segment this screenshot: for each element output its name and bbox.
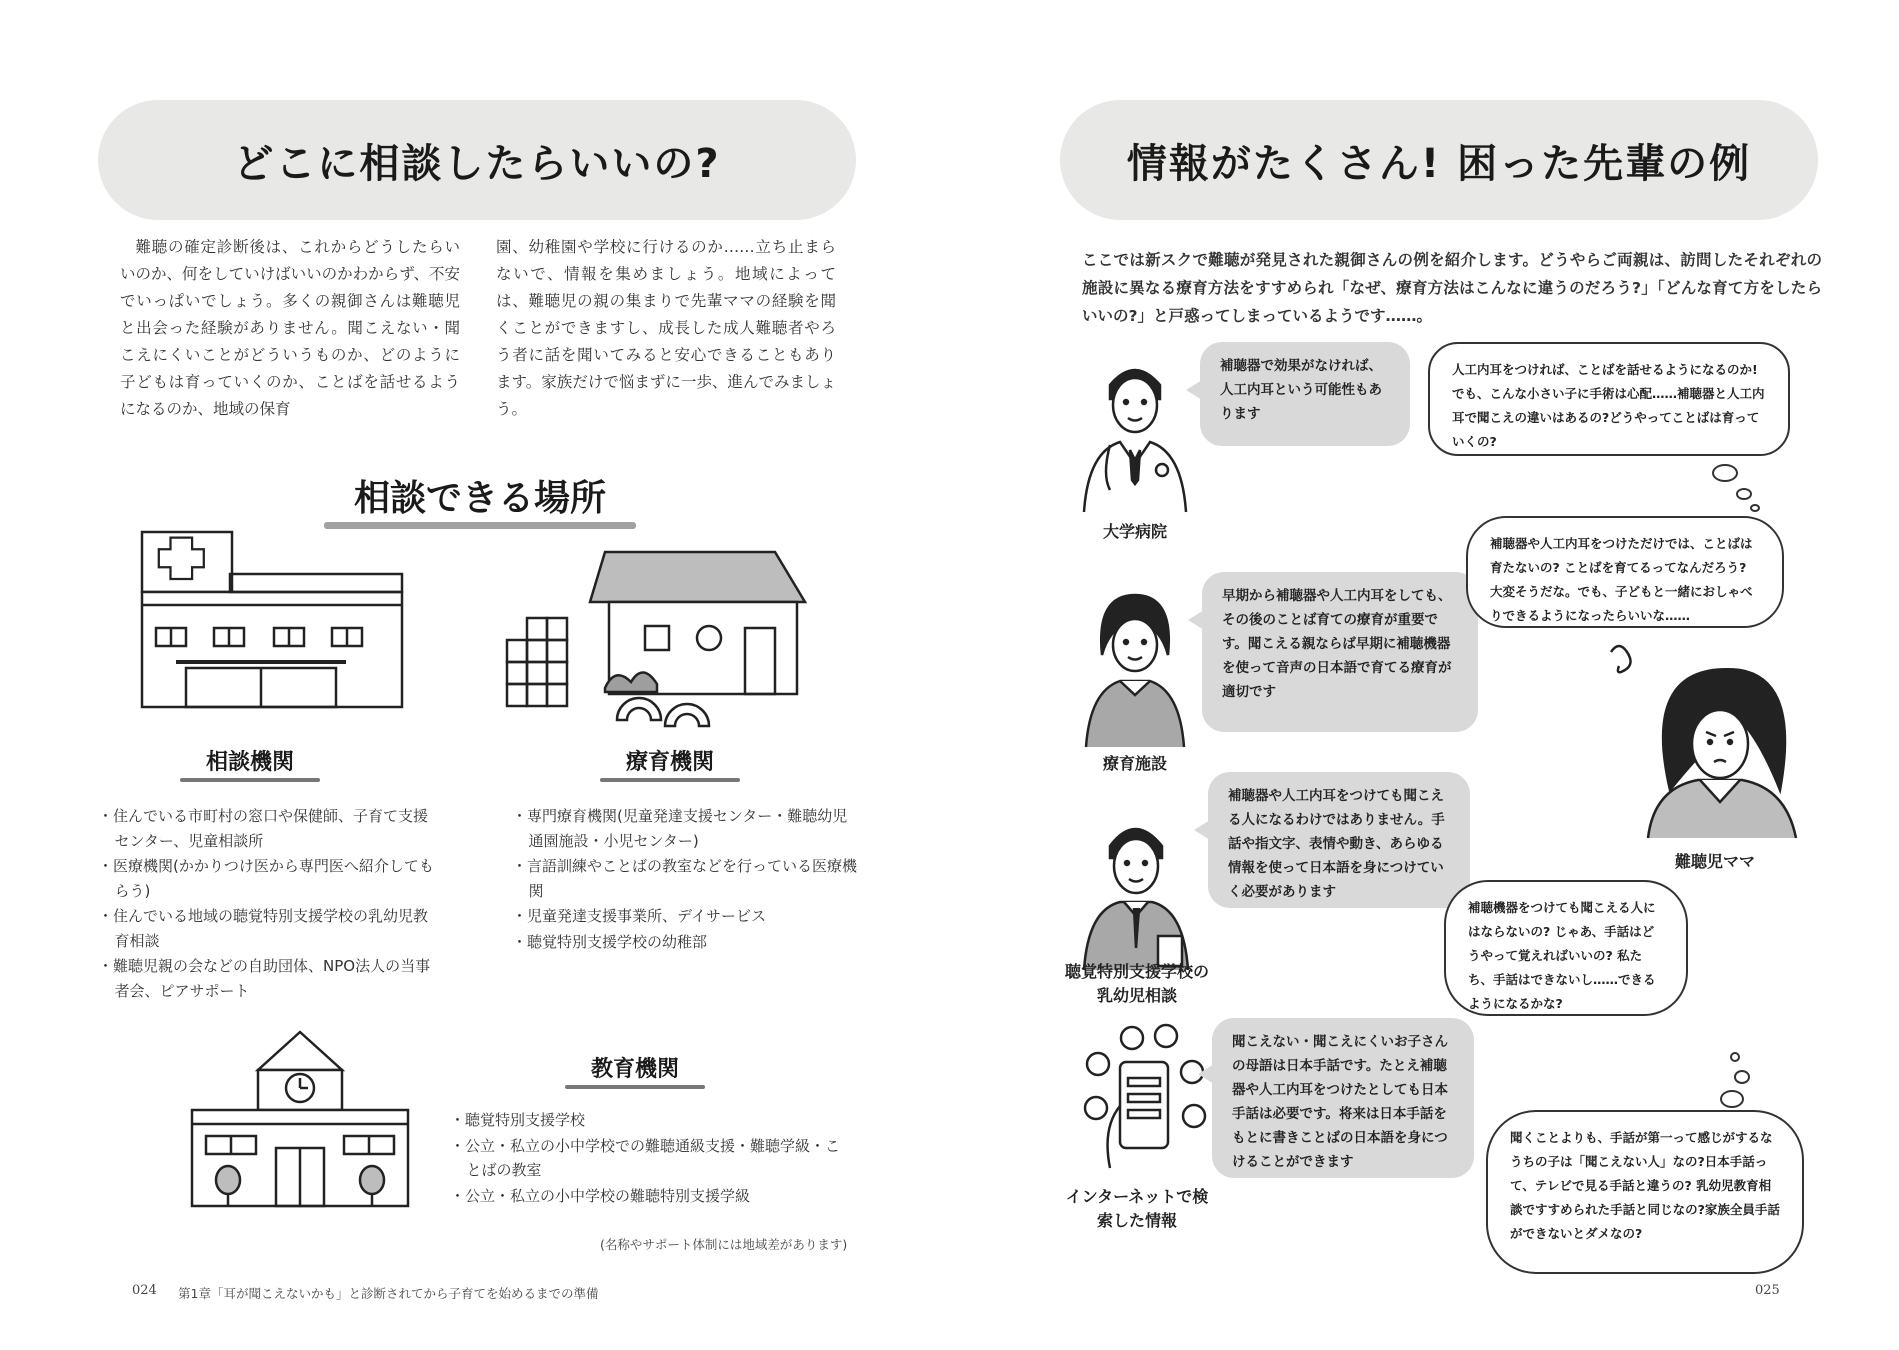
kindergarten-icon [505, 550, 835, 730]
section-title: 相談できる場所 [353, 478, 606, 519]
hospital-icon [140, 530, 410, 710]
consult-heading-underline [180, 778, 320, 782]
caption-deaf-child-mama: 難聴児ママ [1674, 852, 1755, 871]
caption-internet: インターネットで検索した情報 [1065, 1187, 1209, 1230]
education-list [450, 1108, 850, 1209]
list-item: ・ 聴覚特別支援学校の幼稚部 [512, 930, 862, 955]
consult-heading: 相談機関 [205, 750, 294, 775]
caption-therapy-facility: 療育施設 [1102, 754, 1167, 773]
teacher-figure-icon [1080, 808, 1190, 973]
list-item: ・ 公立・私立の小中学校での難聴通級支援・難聴学級・ことばの教室 [450, 1134, 850, 1183]
advice-bubble-hospital: 補聴器で効果がなければ、人工内耳という可能性もあります [1200, 342, 1410, 446]
list-item: ・ 住んでいる市町村の窓口や保健師、子育て支援センター、児童相談所 [98, 804, 438, 853]
list-item: ・ 専門療育機関(児童発達支援センター・難聴幼児通園施設・小児センター) [512, 804, 862, 853]
bubble-tail [1198, 1064, 1214, 1084]
worry-bubble-hospital: 人工内耳をつければ、ことばを話せるようになるのか!でも、こんな小さい子に手術は心配……補聴器と人工内耳で聞こえの違いはあるの?どうやってことばは育っていくの? [1428, 342, 1790, 456]
therapy-heading-underline [600, 778, 740, 782]
list-item: ・ 公立・私立の小中学校の難聴特別支援学級 [450, 1184, 850, 1209]
chapter-running-head: 第1章「耳が聞こえないかも」と診断されてから子育てを始めるまでの準備 [178, 1286, 599, 1301]
intro-column-1: 難聴の確定診断後は、これからどうしたらいいのか、何をしていけばいいのかわからず、不安でいっぱいでしょう。多くの親御さんは難聴児と出会った経験がありません。聞こえない・聞こえにくいことがどういうものか、どのように子どもは育っていくのか、ことばを話せるようになるのか、地域の保育 [120, 238, 460, 418]
worry-bubble-therapy: 補聴器や人工内耳をつけただけでは、ことばは育たないの? ことばを育てるってなんだろう? 大変そうだな。でも、子どもと一緒におしゃべりできるようになったらいいな…… [1466, 516, 1784, 628]
list-item: ・ 医療機関(かかりつけ医から専門医へ紹介してもらう) [98, 854, 438, 903]
page-number: 025 [1755, 1283, 1780, 1298]
thought-dot [1750, 504, 1760, 512]
caption-university-hospital: 大学病院 [1102, 522, 1167, 541]
right-page-title: 情報がたくさん! 困った先輩の例 [1060, 100, 1818, 220]
left-page [0, 0, 949, 1350]
worried-mother-icon [1608, 640, 1808, 840]
bubble-tail [1188, 610, 1204, 630]
advice-bubble-school: 補聴器や人工内耳をつけても聞こえる人になるわけではありません。手話や指文字、表情や動き、あらゆる情報を使って日本語を身につけていく必要があります [1208, 772, 1470, 908]
thought-dot [1712, 464, 1738, 482]
list-item: ・ 言語訓練やことばの教室などを行っている医療機関 [512, 854, 862, 903]
bubble-tail [1194, 820, 1210, 840]
worry-bubble-school: 補聴機器をつけても聞こえる人にはならないの? じゃあ、手話はどうやって覚えればいいの? 私たち、手話はできないし……できるようになるかな? [1444, 880, 1688, 1016]
school-icon [190, 1030, 410, 1210]
worry-bubble-internet: 聞くことよりも、手話が第一って感じがするなうちの子は「聞こえない人」なの?日本手話って、テレビで見る手話と違うの? 乳幼児教育相談ですすめられた手話と同じなの?家族全員手話ができないとダメなの? [1486, 1110, 1804, 1274]
smartphone-search-icon [1080, 1020, 1210, 1170]
page-number: 024 [132, 1283, 157, 1298]
thought-dot [1730, 1052, 1740, 1062]
regional-footnote: (名称やサポート体制には地域差があります) [600, 1237, 848, 1252]
thought-dot [1734, 1070, 1750, 1084]
advice-bubble-therapy: 早期から補聴器や人工内耳をしても、その後のことば育ての療育が重要です。聞こえる親ならば早期に補聴機器を使って音声の日本語で育てる療育が適切です [1202, 572, 1478, 732]
section-underline [324, 522, 636, 529]
consult-list [98, 804, 438, 1004]
right-page [950, 0, 1899, 1350]
thought-dot [1736, 488, 1752, 500]
list-item: ・ 聴覚特別支援学校 [450, 1108, 850, 1133]
list-item: ・ 住んでいる地域の聴覚特別支援学校の乳幼児教育相談 [98, 904, 438, 953]
education-heading-underline [565, 1085, 705, 1089]
list-item: ・ 難聴児親の会などの自助団体、NPO法人の当事者会、ピアサポート [98, 954, 438, 1003]
therapy-list [512, 804, 862, 955]
education-heading: 教育機関 [590, 1057, 679, 1082]
advice-bubble-internet: 聞こえない・聞こえにくいお子さんの母語は日本手話です。たとえ補聴器や人工内耳をつけたとしても日本手話は必要です。将来は日本手話をもとに書きことばの日本語を身につけることができます [1212, 1018, 1474, 1178]
bubble-tail [1186, 380, 1202, 400]
therapist-figure-icon [1080, 585, 1190, 750]
left-page-title: どこに相談したらいいの? [98, 100, 856, 220]
doctor-figure-icon [1080, 350, 1190, 515]
right-intro: ここでは新スクで難聴が発見された親御さんの例を紹介します。どうやらご両親は、訪問したそれぞれの施設に異なる療育方法をすすめられ「なぜ、療育方法はこんなに違うのだろう?」「どんな育て方をしたらいいの?」と戸惑ってしまっているようです……。 [1082, 251, 1822, 325]
intro-column-2: 園、幼稚園や学校に行けるのか……立ち止まらないで、情報を集めましょう。地域によっては、難聴児の親の集まりで先輩ママの経験を聞くことができますし、成長した成人難聴者やろう者に話を聞いてみると安心できることもあります。家族だけで悩まずに一歩、進んでみましょう。 [496, 238, 836, 418]
therapy-heading: 療育機関 [625, 750, 714, 775]
list-item: ・ 児童発達支援事業所、デイサービス [512, 904, 862, 929]
thought-dot [1720, 1090, 1744, 1108]
caption-school-for-deaf: 聴覚特別支援学校の乳幼児相談 [1064, 962, 1209, 1005]
